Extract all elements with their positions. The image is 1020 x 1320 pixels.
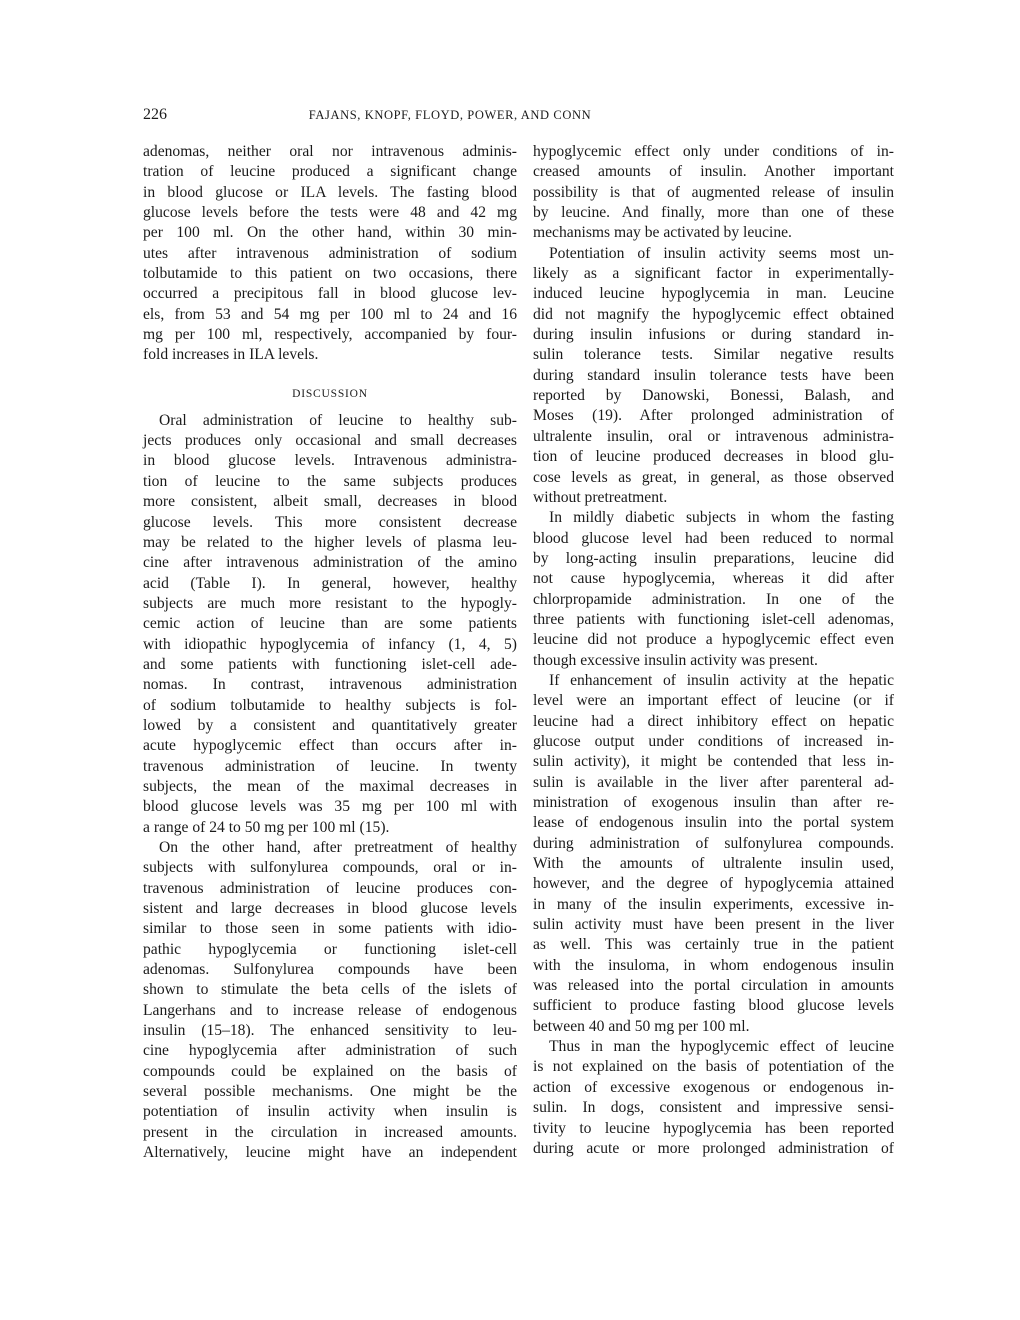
- paragraph: [143, 411, 517, 838]
- text-line: is not explained on the basis of potentiation of the: [533, 1058, 894, 1076]
- text-line: action of excessive exogenous or endogenous in-: [533, 1078, 894, 1096]
- text-line: chlorpropamide administration. In one of the: [533, 590, 894, 608]
- text-line: With the amounts of ultralente insulin used,: [533, 855, 894, 873]
- text-line: Thus in man the hypoglycemic effect of leucine: [549, 1038, 894, 1056]
- text-line: blood glucose levels was 35 mg per 100 ml with: [143, 798, 517, 816]
- text-line: sulin. In dogs, consistent and impressive sensi-: [533, 1099, 894, 1117]
- text-line: potentiation of insulin activity when insulin is: [143, 1103, 517, 1121]
- text-line: in many of the insulin experiments, excessive in-: [533, 895, 894, 913]
- text-line: shown to stimulate the beta cells of the islets of: [143, 981, 517, 999]
- text-line: mechanisms may be activated by leucine.: [533, 224, 792, 242]
- text-line: lowed by a consistent and quantitatively greater: [143, 716, 517, 734]
- text-line: Moses (19). After prolonged administration of: [533, 407, 894, 425]
- text-line: travenous administration of leucine. In twenty: [143, 757, 517, 775]
- text-line: did not magnify the hypoglycemic effect obtained: [533, 305, 894, 323]
- text-line: induced leucine hypoglycemia in man. Leucine: [533, 285, 894, 303]
- text-line: sistent and large decreases in blood glucose levels: [143, 900, 517, 918]
- paragraph: [533, 1037, 894, 1159]
- text-line: per 100 ml. On the other hand, within 30 min-: [143, 224, 517, 242]
- text-line: blood glucose level had been reduced to normal: [533, 529, 894, 547]
- text-line: leucine did not produce a hypoglycemic effect even: [533, 631, 894, 649]
- text-line: glucose levels. This more consistent decrease: [143, 513, 517, 531]
- section-heading-discussion: DISCUSSION: [292, 387, 368, 400]
- paragraph: [143, 142, 517, 366]
- text-line: leucine had a direct inhibitory effect on hepatic: [533, 712, 894, 730]
- text-line: adenomas. Sulfonylurea compounds have been: [143, 961, 517, 979]
- text-line: cine after intravenous administration of the amino: [143, 554, 517, 572]
- text-line: during acute or more prolonged administration of: [533, 1139, 894, 1157]
- text-line: glucose levels before the tests were 48 and 42 mg: [143, 204, 517, 222]
- text-line: not cause hypoglycemia, whereas it did after: [533, 570, 894, 588]
- text-line: pathic hypoglycemia or functioning islet-cell: [143, 940, 517, 958]
- text-line: by leucine. And finally, more than one of these: [533, 204, 894, 222]
- paragraph: [143, 838, 517, 1164]
- text-line: adenomas, neither oral nor intravenous adminis-: [143, 143, 517, 160]
- text-line: reported by Danowski, Bonessi, Balash, and: [533, 387, 894, 405]
- paragraph: [533, 671, 894, 1037]
- text-line: in blood glucose or ILA levels. The fasting blood: [143, 183, 517, 201]
- text-line: more consistent, albeit small, decreases in blood: [143, 493, 517, 511]
- text-line: Potentiation of insulin activity seems most un-: [549, 244, 894, 262]
- text-line: during administration of sulfonylurea compounds.: [533, 834, 894, 852]
- text-line: insulin (15–18). The enhanced sensitivity to leu-: [143, 1022, 517, 1040]
- text-line: tion of leucine produced decreases in blood glu-: [533, 448, 894, 466]
- text-line: utes after intravenous administration of sodium: [143, 244, 517, 262]
- text-line: in blood glucose levels. Intravenous administra-: [143, 452, 517, 470]
- text-line: cine hypoglycemia after administration of such: [143, 1042, 517, 1060]
- text-line: els, from 53 and 54 mg per 100 ml to 24 and 16: [143, 305, 517, 323]
- paragraph: [533, 244, 894, 508]
- text-line: several possible mechanisms. One might be the: [143, 1083, 517, 1101]
- running-head: FAJANS, KNOPF, FLOYD, POWER, AND CONN: [308, 108, 592, 122]
- text-line: subjects are much more resistant to the hypogly-: [143, 594, 517, 612]
- text-line: during insulin infusions or during standard in-: [533, 326, 894, 344]
- text-line: possibility is that of augmented release of insulin: [533, 183, 894, 201]
- text-line: tolbutamide to this patient on two occasions, there: [143, 265, 517, 283]
- right-column: [533, 142, 894, 1159]
- paragraph: [533, 508, 894, 671]
- text-line: of sodium tolbutamide to healthy subjects is fol-: [143, 696, 517, 714]
- text-line: level were an important effect of leucine (or if: [533, 692, 894, 710]
- text-line: and some patients with functioning islet-cell ade-: [143, 655, 517, 673]
- text-line: during standard insulin tolerance tests have been: [533, 366, 894, 384]
- text-line: creased amounts of insulin. Another important: [533, 163, 894, 181]
- text-line: travenous administration of leucine produces con-: [143, 879, 517, 897]
- text-line: however, and the degree of hypoglycemia attained: [533, 875, 894, 893]
- left-column: [143, 142, 517, 1164]
- text-line: jects produces only occasional and small decreases: [143, 432, 517, 450]
- text-line: sulin tolerance tests. Similar negative results: [533, 346, 894, 364]
- text-line: sulin is available in the liver after parenteral ad-: [533, 773, 894, 791]
- text-line: without pretreatment.: [533, 488, 668, 506]
- text-line: sulin activity), it might be contended that less in-: [533, 753, 894, 771]
- text-line: On the other hand, after pretreatment of healthy: [159, 839, 517, 856]
- text-line: tion of leucine to the same subjects produces: [143, 472, 517, 490]
- text-line: may be related to the higher levels of plasma leu-: [143, 533, 517, 551]
- text-line: If enhancement of insulin activity at the hepatic: [549, 671, 894, 689]
- text-line: fold increases in ILA levels.: [143, 346, 319, 364]
- text-line: lease of endogenous insulin into the portal system: [533, 814, 894, 832]
- page-number: 226: [143, 106, 167, 123]
- text-line: Oral administration of leucine to healthy sub-: [159, 411, 517, 429]
- text-line: subjects with sulfonylurea compounds, oral or in-: [143, 859, 517, 877]
- text-line: acid (Table I). In general, however, healthy: [143, 574, 517, 592]
- text-line: ministration of exogenous insulin than after re-: [533, 794, 894, 811]
- text-line: In mildly diabetic subjects in whom the fasting: [549, 509, 894, 527]
- text-line: between 40 and 50 mg per 100 ml.: [533, 1017, 750, 1035]
- text-line: as well. This was certainly true in the patient: [533, 936, 894, 954]
- text-line: with idiopathic hypoglycemia of infancy (1, 4, 5): [143, 635, 517, 653]
- text-line: Langerhans and to increase release of endogenous: [143, 1001, 517, 1019]
- text-line: cose levels as great, in general, as those observed: [533, 468, 894, 486]
- text-line: sufficient to produce fasting blood glucose levels: [533, 997, 894, 1015]
- text-line: by long-acting insulin preparations, leucine did: [533, 549, 894, 567]
- text-line: sulin activity must have been present in the liver: [533, 916, 894, 934]
- text-line: occurred a precipitous fall in blood glucose lev-: [143, 285, 517, 303]
- text-line: ultralente insulin, oral or intravenous administra-: [533, 427, 894, 445]
- text-line: present in the circulation in increased amounts.: [143, 1123, 517, 1141]
- text-line: mg per 100 ml, respectively, accompanied by four-: [143, 326, 517, 344]
- text-line: glucose output under conditions of increased in-: [533, 732, 894, 750]
- text-line: though excessive insulin activity was present.: [533, 651, 818, 669]
- text-line: acute hypoglycemic effect than occurs after in-: [143, 737, 517, 755]
- text-line: three patients with functioning islet-cell adenomas,: [533, 610, 894, 628]
- text-line: nomas. In contrast, intravenous administration: [143, 676, 517, 694]
- text-line: tivity to leucine hypoglycemia has been reported: [533, 1119, 894, 1137]
- text-line: tration of leucine produced a significant change: [143, 163, 517, 181]
- text-line: compounds could be explained on the basis of: [143, 1062, 517, 1080]
- text-line: likely as a significant factor in experimentally-: [533, 265, 894, 283]
- text-line: hypoglycemic effect only under conditions of in-: [533, 143, 894, 160]
- text-line: similar to those seen in some patients with idio-: [143, 920, 517, 938]
- text-line: subjects, the mean of the maximal decreases in: [143, 777, 517, 795]
- text-line: a range of 24 to 50 mg per 100 ml (15).: [143, 818, 390, 836]
- text-line: cemic action of leucine than are some patients: [143, 615, 517, 633]
- text-line: was released into the portal circulation in amounts: [533, 977, 894, 995]
- paragraph: [533, 142, 894, 244]
- text-line: with the insuloma, in whom endogenous insulin: [533, 956, 894, 974]
- text-line: Alternatively, leucine might have an independent: [143, 1144, 517, 1162]
